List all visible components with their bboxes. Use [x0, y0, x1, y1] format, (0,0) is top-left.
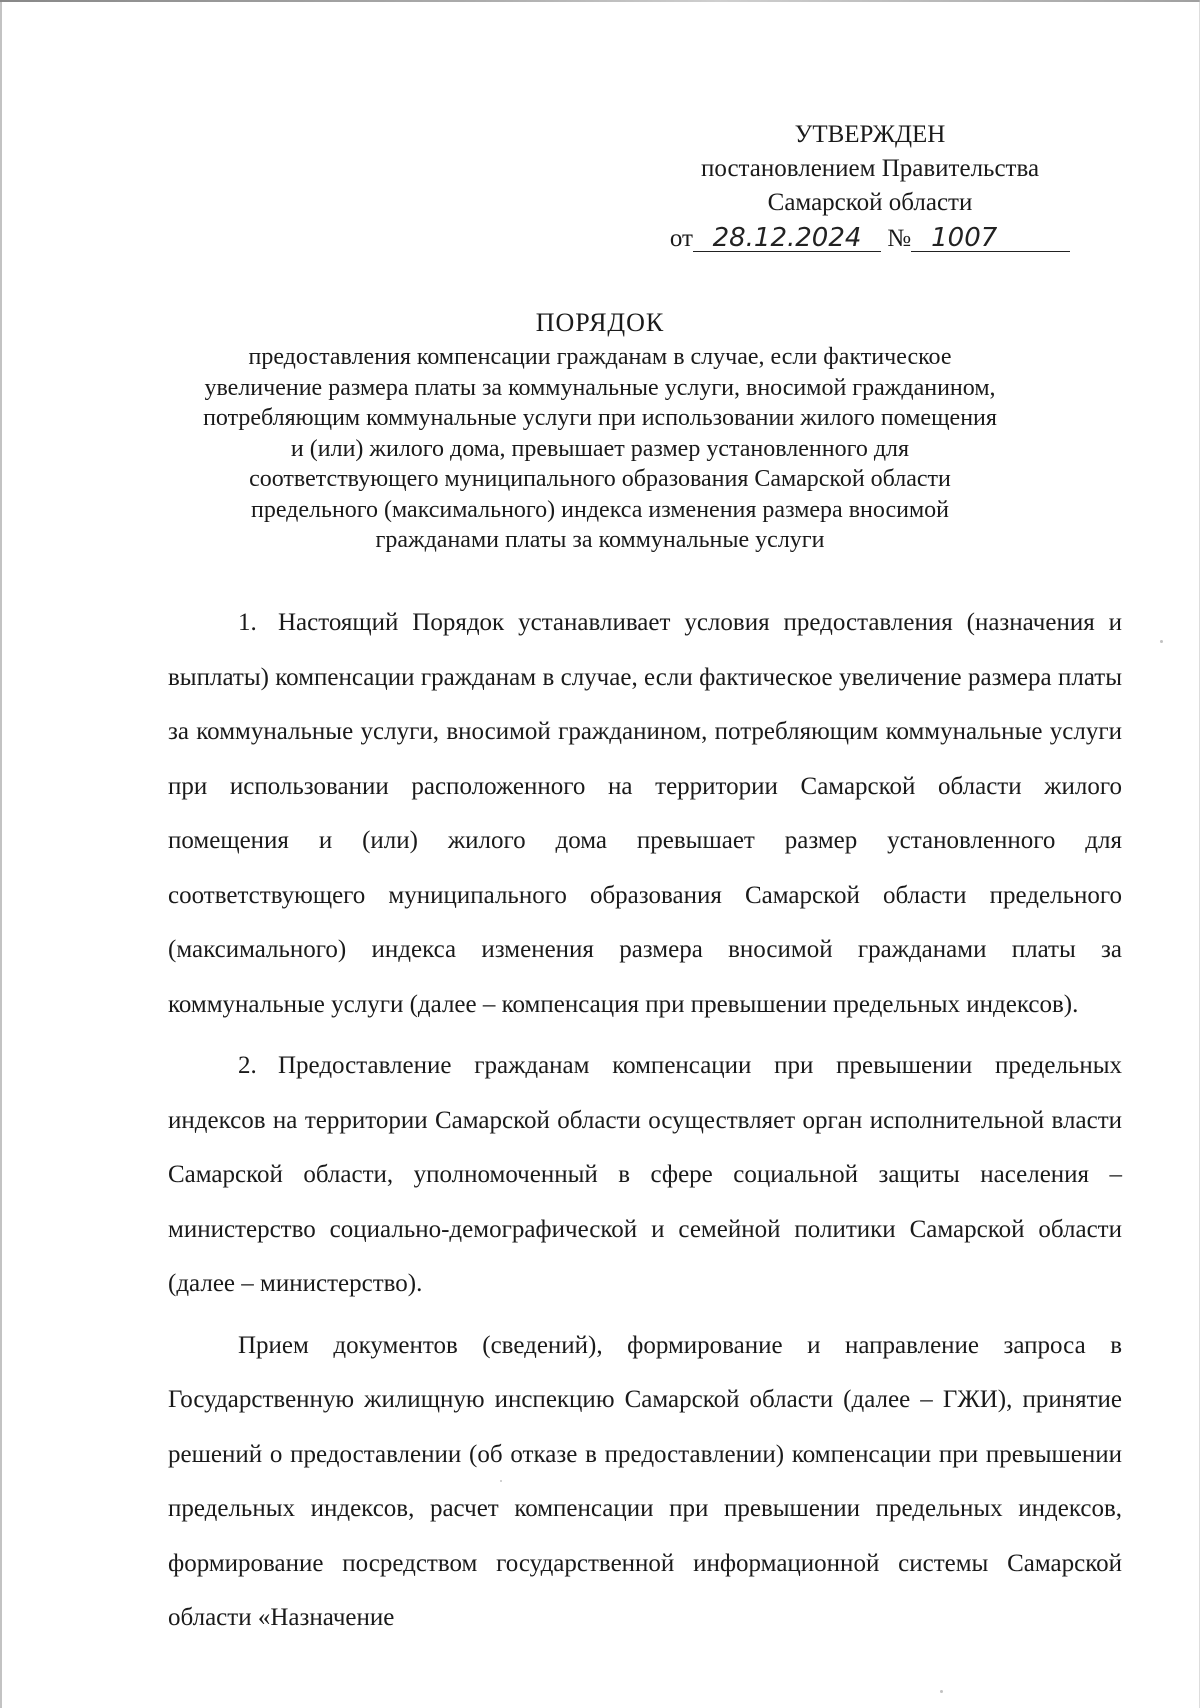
subtitle-line: предельного (максимального) индекса изменения размера вносимой: [250, 496, 949, 523]
handwritten-number: 1007: [911, 225, 1070, 252]
approval-date-line: [670, 222, 1070, 256]
paragraph-2: [168, 1039, 1122, 1312]
paragraph-text: Настоящий Порядок устанавливает условия предоставления (назначения и выплаты) компенсации гражданам в случае, если фактическое увеличение размера платы за коммунальные услуги, вносимой гражданином, потребляющим коммунальные услуги при использовании расположенного на территории Самарской области жилого помещения и (или) жилого дома превышает размер установленного для соответствующего муниципального образования Самарской области предельного (максимального) индекса изменения размера вносимой гражданами платы за коммунальные услуги (далее – компенсация при превышении предельных индексов).: [168, 609, 1122, 1018]
document-subtitle: [150, 342, 1050, 556]
scan-edge-top: [0, 0, 1200, 2]
document-body: [168, 596, 1122, 1646]
paragraph-text: Прием документов (сведений), формирование и направление запроса в Государственную жилищную инспекцию Самарской области (далее – ГЖИ), принятие решений о предоставлении (об отказе в предоставлении) компенсации при превышении предельных индексов, расчет компенсации при превышении предельных индексов, формирование посредством государственной информационной системы Самарской области «Назначение: [168, 1331, 1122, 1631]
approval-line-2: Самарской области: [767, 189, 973, 216]
subtitle-line: и (или) жилого дома, превышает размер установленного для: [290, 435, 910, 462]
paragraph-number: 2.: [238, 1052, 257, 1079]
approval-heading: УТВЕРЖДЕН: [794, 121, 946, 148]
subtitle-line: потребляющим коммунальные услуги при использовании жилого помещения: [203, 405, 997, 431]
scan-speck: [500, 1480, 502, 1482]
date-prefix: от: [669, 225, 693, 252]
approval-block: [640, 118, 1100, 256]
scan-speck: [940, 1690, 943, 1693]
paragraph-number: 1.: [238, 609, 257, 636]
handwritten-date: 28.12.2024: [693, 225, 881, 252]
subtitle-line: увеличение размера платы за коммунальные услуги, вносимой гражданином,: [204, 374, 996, 401]
subtitle-line: соответствующего муниципального образования Самарской области: [249, 466, 951, 492]
paragraph-3: [168, 1319, 1122, 1646]
paragraph-1: [168, 596, 1122, 1032]
scan-edge-left: [0, 0, 2, 1708]
subtitle-line: предоставления компенсации гражданам в случае, если фактическое: [248, 344, 952, 370]
approval-line-1: постановлением Правительства: [700, 155, 1040, 182]
paragraph-text: Предоставление гражданам компенсации при превышении предельных индексов на территории Самарской области осуществляет орган исполнительной власти Самарской области, уполномоченный в сфере социальной защиты населения – министерство социально-демографической и семейной политики Самарской области (далее – министерство).: [168, 1052, 1122, 1297]
number-prefix: №: [887, 225, 912, 252]
scan-speck: [1160, 640, 1163, 643]
document-title: ПОРЯДОК: [535, 308, 665, 337]
subtitle-line: гражданами платы за коммунальные услуги: [375, 527, 825, 553]
